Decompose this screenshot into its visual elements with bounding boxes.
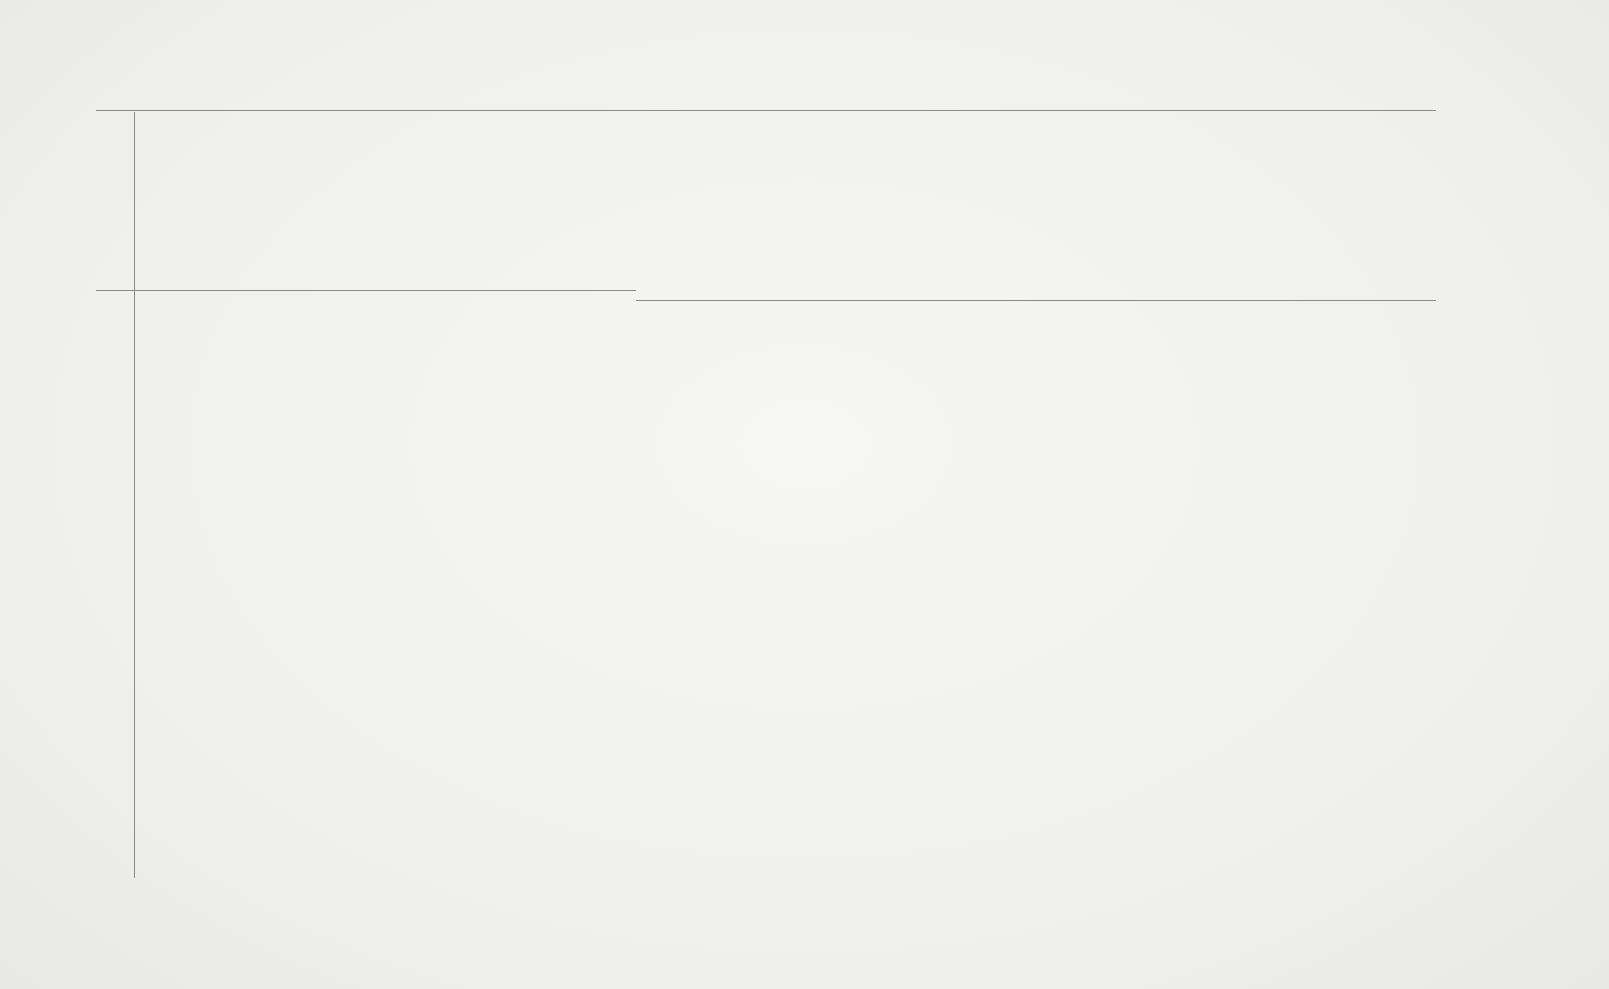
header-bottom-rule-left — [96, 290, 636, 291]
table-top-rule — [96, 110, 1436, 111]
header-bottom-rule-right — [636, 300, 1436, 301]
intl-list-header — [90, 118, 140, 288]
